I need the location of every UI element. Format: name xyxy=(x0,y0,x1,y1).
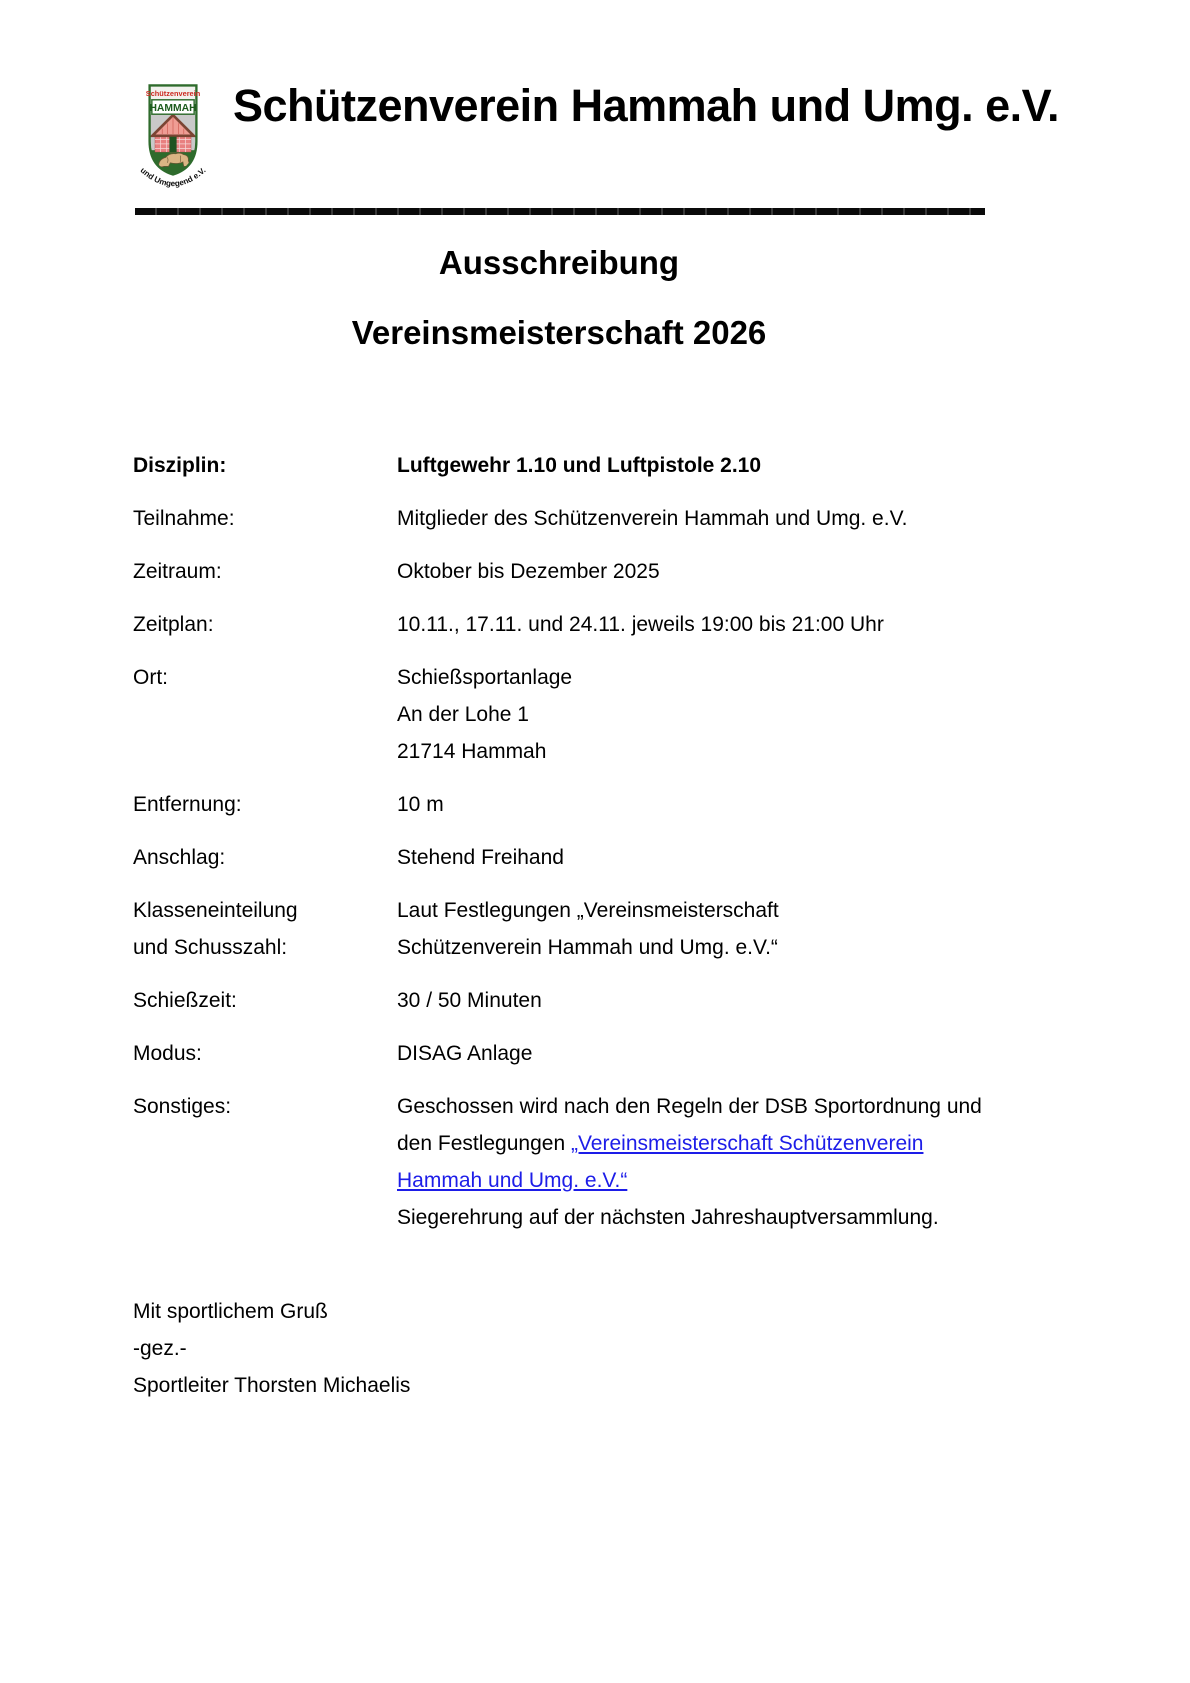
row-value-line xyxy=(397,1125,1043,1162)
row-value-line: Siegerehrung auf der nächsten Jahreshauptversammlung. xyxy=(397,1206,939,1229)
row-klasseneinteilung xyxy=(133,892,1043,966)
row-value: DISAG Anlage xyxy=(397,1042,533,1065)
link-prefix-text: den Festlegungen xyxy=(397,1132,571,1155)
row-label: Modus: xyxy=(133,1042,202,1065)
logo-top-text: Schützenverein xyxy=(145,89,201,99)
document-heading-ausschreibung: Ausschreibung xyxy=(438,244,680,281)
row-label: Sonstiges: xyxy=(133,1095,232,1118)
row-anschlag xyxy=(133,839,1043,876)
closing-greeting: Mit sportlichem Gruß xyxy=(133,1300,328,1323)
row-label: Anschlag: xyxy=(133,846,226,869)
row-value: Oktober bis Dezember 2025 xyxy=(397,560,660,583)
row-value-line: Laut Festlegungen „Vereinsmeisterschaft xyxy=(397,899,779,922)
row-value: Mitglieder des Schützenverein Hammah und Umg. e.V. xyxy=(397,507,908,530)
row-label: Entfernung: xyxy=(133,793,242,816)
club-logo xyxy=(128,80,218,204)
row-value-line: 21714 Hammah xyxy=(397,740,547,763)
row-label-line: Klasseneinteilung xyxy=(133,899,298,922)
row-value-line: An der Lohe 1 xyxy=(397,703,529,726)
row-label: Disziplin: xyxy=(133,454,227,477)
row-entfernung xyxy=(133,786,1043,823)
row-zeitplan xyxy=(133,606,1043,643)
row-value-line xyxy=(397,1162,1043,1199)
signature-block xyxy=(133,1293,410,1404)
row-schiesszeit xyxy=(133,982,1043,1019)
row-disziplin xyxy=(133,447,1043,484)
row-value-line: Geschossen wird nach den Regeln der DSB Sportordnung und xyxy=(397,1095,982,1118)
row-label: Zeitraum: xyxy=(133,560,222,583)
vereinsmeisterschaft-rules-link[interactable]: „Vereinsmeisterschaft Schützenverein xyxy=(570,1132,924,1155)
row-value: 10.11., 17.11. und 24.11. jeweils 19:00 bis 21:00 Uhr xyxy=(397,613,884,636)
row-ort xyxy=(133,659,1043,770)
document-heading-vereinsmeisterschaft: Vereinsmeisterschaft 2026 xyxy=(351,314,767,351)
row-label: Ort: xyxy=(133,666,168,689)
vereinsmeisterschaft-rules-link[interactable]: Hammah und Umg. e.V.“ xyxy=(397,1169,628,1192)
page-title: Schützenverein Hammah und Umg. e.V. xyxy=(233,80,1060,131)
row-label: Schießzeit: xyxy=(133,989,237,1012)
logo-bottom-text: und Umgegend e.V. xyxy=(138,165,208,189)
row-value: Stehend Freihand xyxy=(397,846,564,869)
club-logo-shield xyxy=(128,80,218,206)
row-label-line: und Schusszahl: xyxy=(133,936,288,959)
row-modus xyxy=(133,1035,1043,1072)
header-divider xyxy=(135,208,985,215)
closing-signer: Sportleiter Thorsten Michaelis xyxy=(133,1374,411,1397)
row-value-line: Schützenverein Hammah und Umg. e.V.“ xyxy=(397,936,778,959)
row-value-line: Schießsportanlage xyxy=(397,666,573,689)
row-value: 10 m xyxy=(397,793,444,816)
logo-door xyxy=(169,137,176,152)
row-teilnahme xyxy=(133,500,1043,537)
row-value: 30 / 50 Minuten xyxy=(397,989,542,1012)
details-table xyxy=(133,447,1043,1252)
row-label: Teilnahme: xyxy=(133,507,235,530)
logo-name-text: HAMMAH xyxy=(149,103,197,115)
row-value: Luftgewehr 1.10 und Luftpistole 2.10 xyxy=(397,454,762,477)
row-label: Zeitplan: xyxy=(133,613,214,636)
row-sonstiges xyxy=(133,1088,1043,1236)
row-zeitraum xyxy=(133,553,1043,590)
closing-gez: -gez.- xyxy=(133,1337,187,1360)
